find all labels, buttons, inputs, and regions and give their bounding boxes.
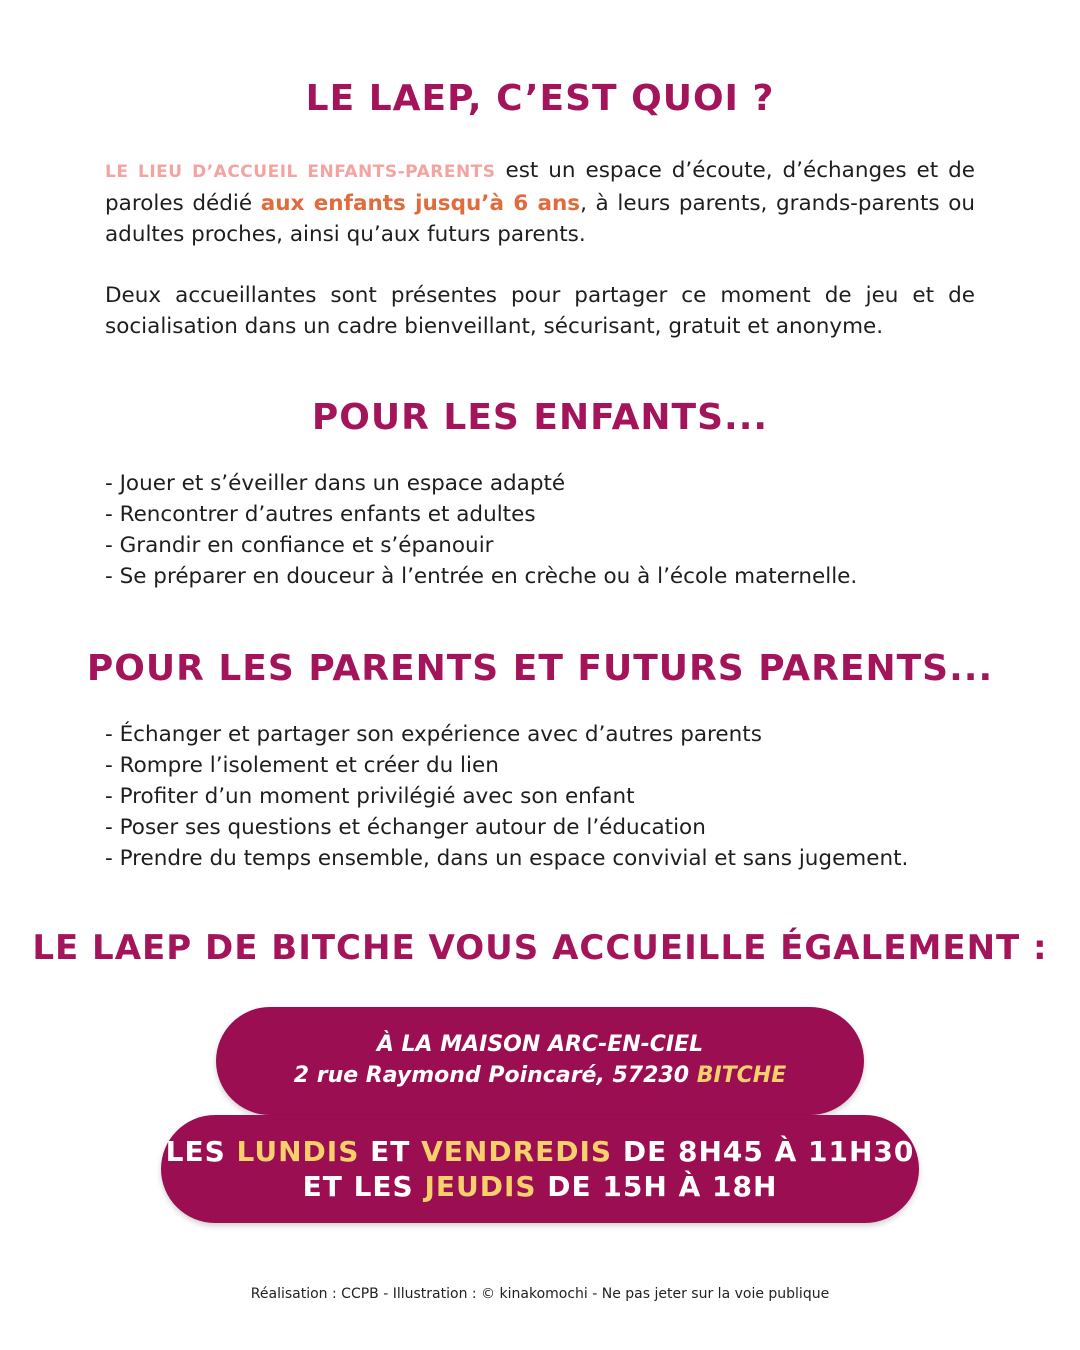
- hosts-paragraph: Deux accueillantes sont présentes pour partager ce moment de jeu et de socialisation dans un cadre bienveillant, sécurisant, gratuit et anonyme.: [105, 283, 975, 339]
- section-title-children: POUR LES ENFANTS...: [311, 397, 769, 438]
- location-address: [216, 1060, 864, 1091]
- list-item: - Rompre l’isolement et créer du lien: [105, 753, 499, 778]
- address-city: BITCHE: [696, 1063, 787, 1088]
- hours-text: DE 15H À 18H: [536, 1170, 778, 1203]
- hours-text: DE 8H45 À 11H30: [612, 1135, 915, 1168]
- intro-text-b: , à leurs parents, grands-parents ou adultes proches, ainsi qu’aux futurs parents.: [105, 191, 975, 247]
- day-friday: VENDREDIS: [421, 1135, 613, 1168]
- section-title-bitche: LE LAEP DE BITCHE VOUS ACCUEILLE ÉGALEMENT :: [32, 928, 1048, 968]
- hours-text: LES: [165, 1135, 237, 1168]
- parents-benefits-list: [105, 719, 1005, 874]
- list-item: - Se préparer en douceur à l’entrée en crèche ou à l’école maternelle.: [105, 564, 858, 589]
- section-title-what-is-laep: LE LAEP, C’EST QUOI ?: [305, 78, 775, 119]
- location-name: À LA MAISON ARC-EN-CIEL: [376, 1032, 704, 1057]
- list-item: - Échanger et partager son expérience avec d’autres parents: [105, 722, 762, 747]
- hours-text: ET: [359, 1135, 422, 1168]
- age-highlight: aux enfants jusqu’à 6 ans: [260, 191, 581, 216]
- list-item: - Grandir en confiance et s’épanouir: [105, 533, 494, 558]
- intro-paragraph: [105, 155, 975, 250]
- footer-credits: Réalisation : CCPB - Illustration : © kinakomochi - Ne pas jeter sur la voie publique: [250, 1286, 830, 1302]
- children-benefits-list: [105, 468, 1005, 592]
- list-item: - Poser ses questions et échanger autour de l’éducation: [105, 815, 706, 840]
- day-thursday: JEUDIS: [424, 1170, 537, 1203]
- hours-line-1: [161, 1134, 919, 1169]
- day-monday: LUNDIS: [236, 1135, 360, 1168]
- hours-pill: [161, 1115, 919, 1223]
- hours-text: ET LES: [302, 1170, 425, 1203]
- list-item: - Jouer et s’éveiller dans un espace adapté: [105, 471, 566, 496]
- list-item: - Prendre du temps ensemble, dans un espace convivial et sans jugement.: [105, 846, 909, 871]
- list-item: - Profiter d’un moment privilégié avec son enfant: [105, 784, 635, 809]
- section-title-parents: POUR LES PARENTS ET FUTURS PARENTS...: [86, 648, 994, 689]
- intro-text-a: est un espace d’écoute, d’échanges et de paroles dédié: [105, 158, 976, 216]
- hours-line-2: [161, 1169, 919, 1204]
- location-pill: [216, 1007, 864, 1115]
- laep-full-name: LE LIEU D’ACCUEIL ENFANTS-PARENTS: [105, 162, 496, 182]
- list-item: - Rencontrer d’autres enfants et adultes: [105, 502, 536, 527]
- address-street: 2 rue Raymond Poincaré, 57230: [293, 1063, 697, 1088]
